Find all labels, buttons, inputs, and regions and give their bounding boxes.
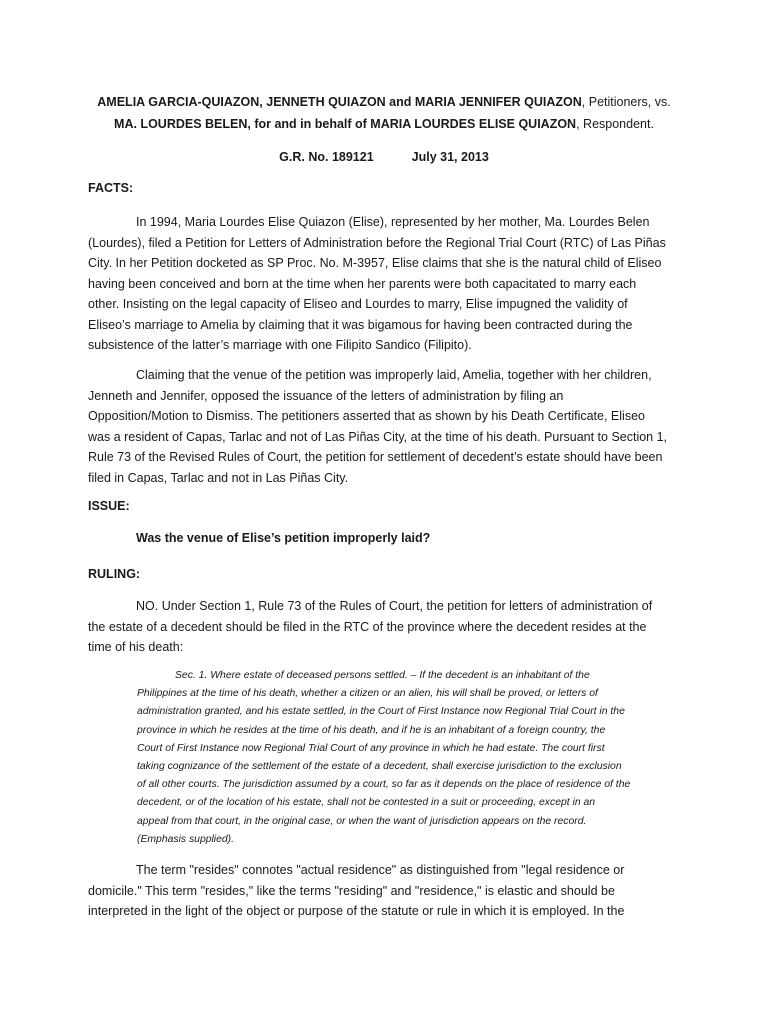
text-line: Opposition/Motion to Dismiss. The petitioners asserted that as shown by his Death Certificate, Eliseo bbox=[88, 409, 645, 423]
case-date: July 31, 2013 bbox=[411, 150, 489, 164]
respondent-role: , Respondent. bbox=[576, 117, 654, 131]
text-line: Eliseo’s marriage to Amelia by claiming that it was bigamous for having been contracted during the bbox=[88, 317, 633, 332]
text-line: City. In her Petition docketed as SP Proc. No. M-3957, Elise claims that she is the natural child of Eliseo bbox=[88, 256, 662, 270]
ruling-paragraph-2 bbox=[88, 860, 624, 922]
text-line: other. Insisting on the legal capacity of Eliseo and Lourdes to marry, Elise impugned the validity of bbox=[88, 297, 628, 311]
text-line: Jenneth and Jennifer, opposed the issuance of the letters of administration by filing an bbox=[88, 388, 564, 403]
facts-paragraph-2 bbox=[88, 365, 667, 488]
text-line: Rule 73 of the Revised Rules of Court, the petition for settlement of decedent’s estate should have been bbox=[88, 450, 663, 464]
ruling-heading: RULING: bbox=[88, 567, 141, 581]
quote-line: appeal from that court, in the original case, or when the want of jurisdiction appears on the record. bbox=[137, 815, 587, 827]
issue-heading: ISSUE: bbox=[88, 499, 130, 513]
case-reference bbox=[0, 150, 768, 164]
text-line: the estate of a decedent should be filed in the RTC of the province where the decedent resides at the bbox=[88, 619, 647, 634]
quote-line: province in which he resides at the time of his death, and if he is an inhabitant of a foreign country, the bbox=[137, 724, 606, 736]
case-caption-petitioners bbox=[60, 95, 708, 109]
case-caption-respondent bbox=[60, 117, 708, 131]
quote-line: taking cognizance of the settlement of the estate of a decedent, shall exercise jurisdiction to the exclusion bbox=[137, 761, 622, 773]
quote-line: of all other courts. The jurisdiction assumed by a court, so far as it depends on the place of residence of the bbox=[137, 779, 631, 791]
quote-line: Philippines at the time of his death, whether a citizen or an alien, his will shall be proved, or letters of bbox=[137, 688, 598, 700]
text-line: time of his death: bbox=[88, 640, 184, 654]
facts-heading: FACTS: bbox=[88, 181, 134, 195]
text-line: The term "resides" connotes "actual residence" as distinguished from "legal residence or bbox=[136, 863, 625, 877]
case-number: G.R. No. 189121 bbox=[279, 150, 374, 164]
quote-line: Court of First Instance now Regional Trial Court of any province in which he had estate. The court first bbox=[137, 742, 605, 754]
text-line: domicile." This term "resides," like the terms "residing" and "residence," is elastic and should be bbox=[88, 883, 615, 898]
facts-paragraph-1 bbox=[88, 212, 666, 356]
text-line: Claiming that the venue of the petition was improperly laid, Amelia, together with her children, bbox=[136, 368, 652, 382]
text-line: was a resident of Capas, Tarlac and not of Las Piñas City, at the time of his death. Pursuant to Section 1, bbox=[88, 429, 668, 444]
statute-quote bbox=[137, 667, 630, 849]
ruling-paragraph-1 bbox=[88, 596, 652, 658]
quote-line: (Emphasis supplied). bbox=[137, 833, 235, 845]
text-line: filed in Capas, Tarlac and not in Las Piñas City. bbox=[88, 470, 349, 485]
text-line: NO. Under Section 1, Rule 73 of the Rules of Court, the petition for letters of administration of bbox=[136, 599, 653, 613]
quote-line: decedent, or of the location of his estate, shall not be contested in a suit or proceeding, except in an bbox=[137, 797, 596, 809]
petitioners-role: , Petitioners, vs. bbox=[581, 95, 671, 109]
issue-question: Was the venue of Elise’s petition improperly laid? bbox=[136, 531, 431, 545]
text-line: interpreted in the light of the object or purpose of the statute or rule in which it is employed. In the bbox=[88, 904, 625, 918]
respondent-names: MA. LOURDES BELEN, for and in behalf of MARIA LOURDES ELISE QUIAZON bbox=[114, 117, 577, 131]
text-line: subsistence of the latter’s marriage with one Filipito Sandico (Filipito). bbox=[88, 338, 472, 352]
text-line: having been conceived and born at the time when her parents were both capacitated to marry each bbox=[88, 276, 637, 291]
quote-line: administration granted, and his estate settled, in the Court of First Instance now Regional Trial Court in the bbox=[137, 706, 625, 718]
petitioners-names: AMELIA GARCIA-QUIAZON, JENNETH QUIAZON and MARIA JENNIFER QUIAZON bbox=[97, 95, 582, 109]
quote-line: Sec. 1. Where estate of deceased persons settled. – If the decedent is an inhabitant of the bbox=[175, 670, 590, 681]
text-line: In 1994, Maria Lourdes Elise Quiazon (Elise), represented by her mother, Ma. Lourdes Belen bbox=[136, 215, 650, 229]
text-line: (Lourdes), filed a Petition for Letters of Administration before the Regional Trial Court (RTC) of Las Piñas bbox=[88, 235, 666, 250]
